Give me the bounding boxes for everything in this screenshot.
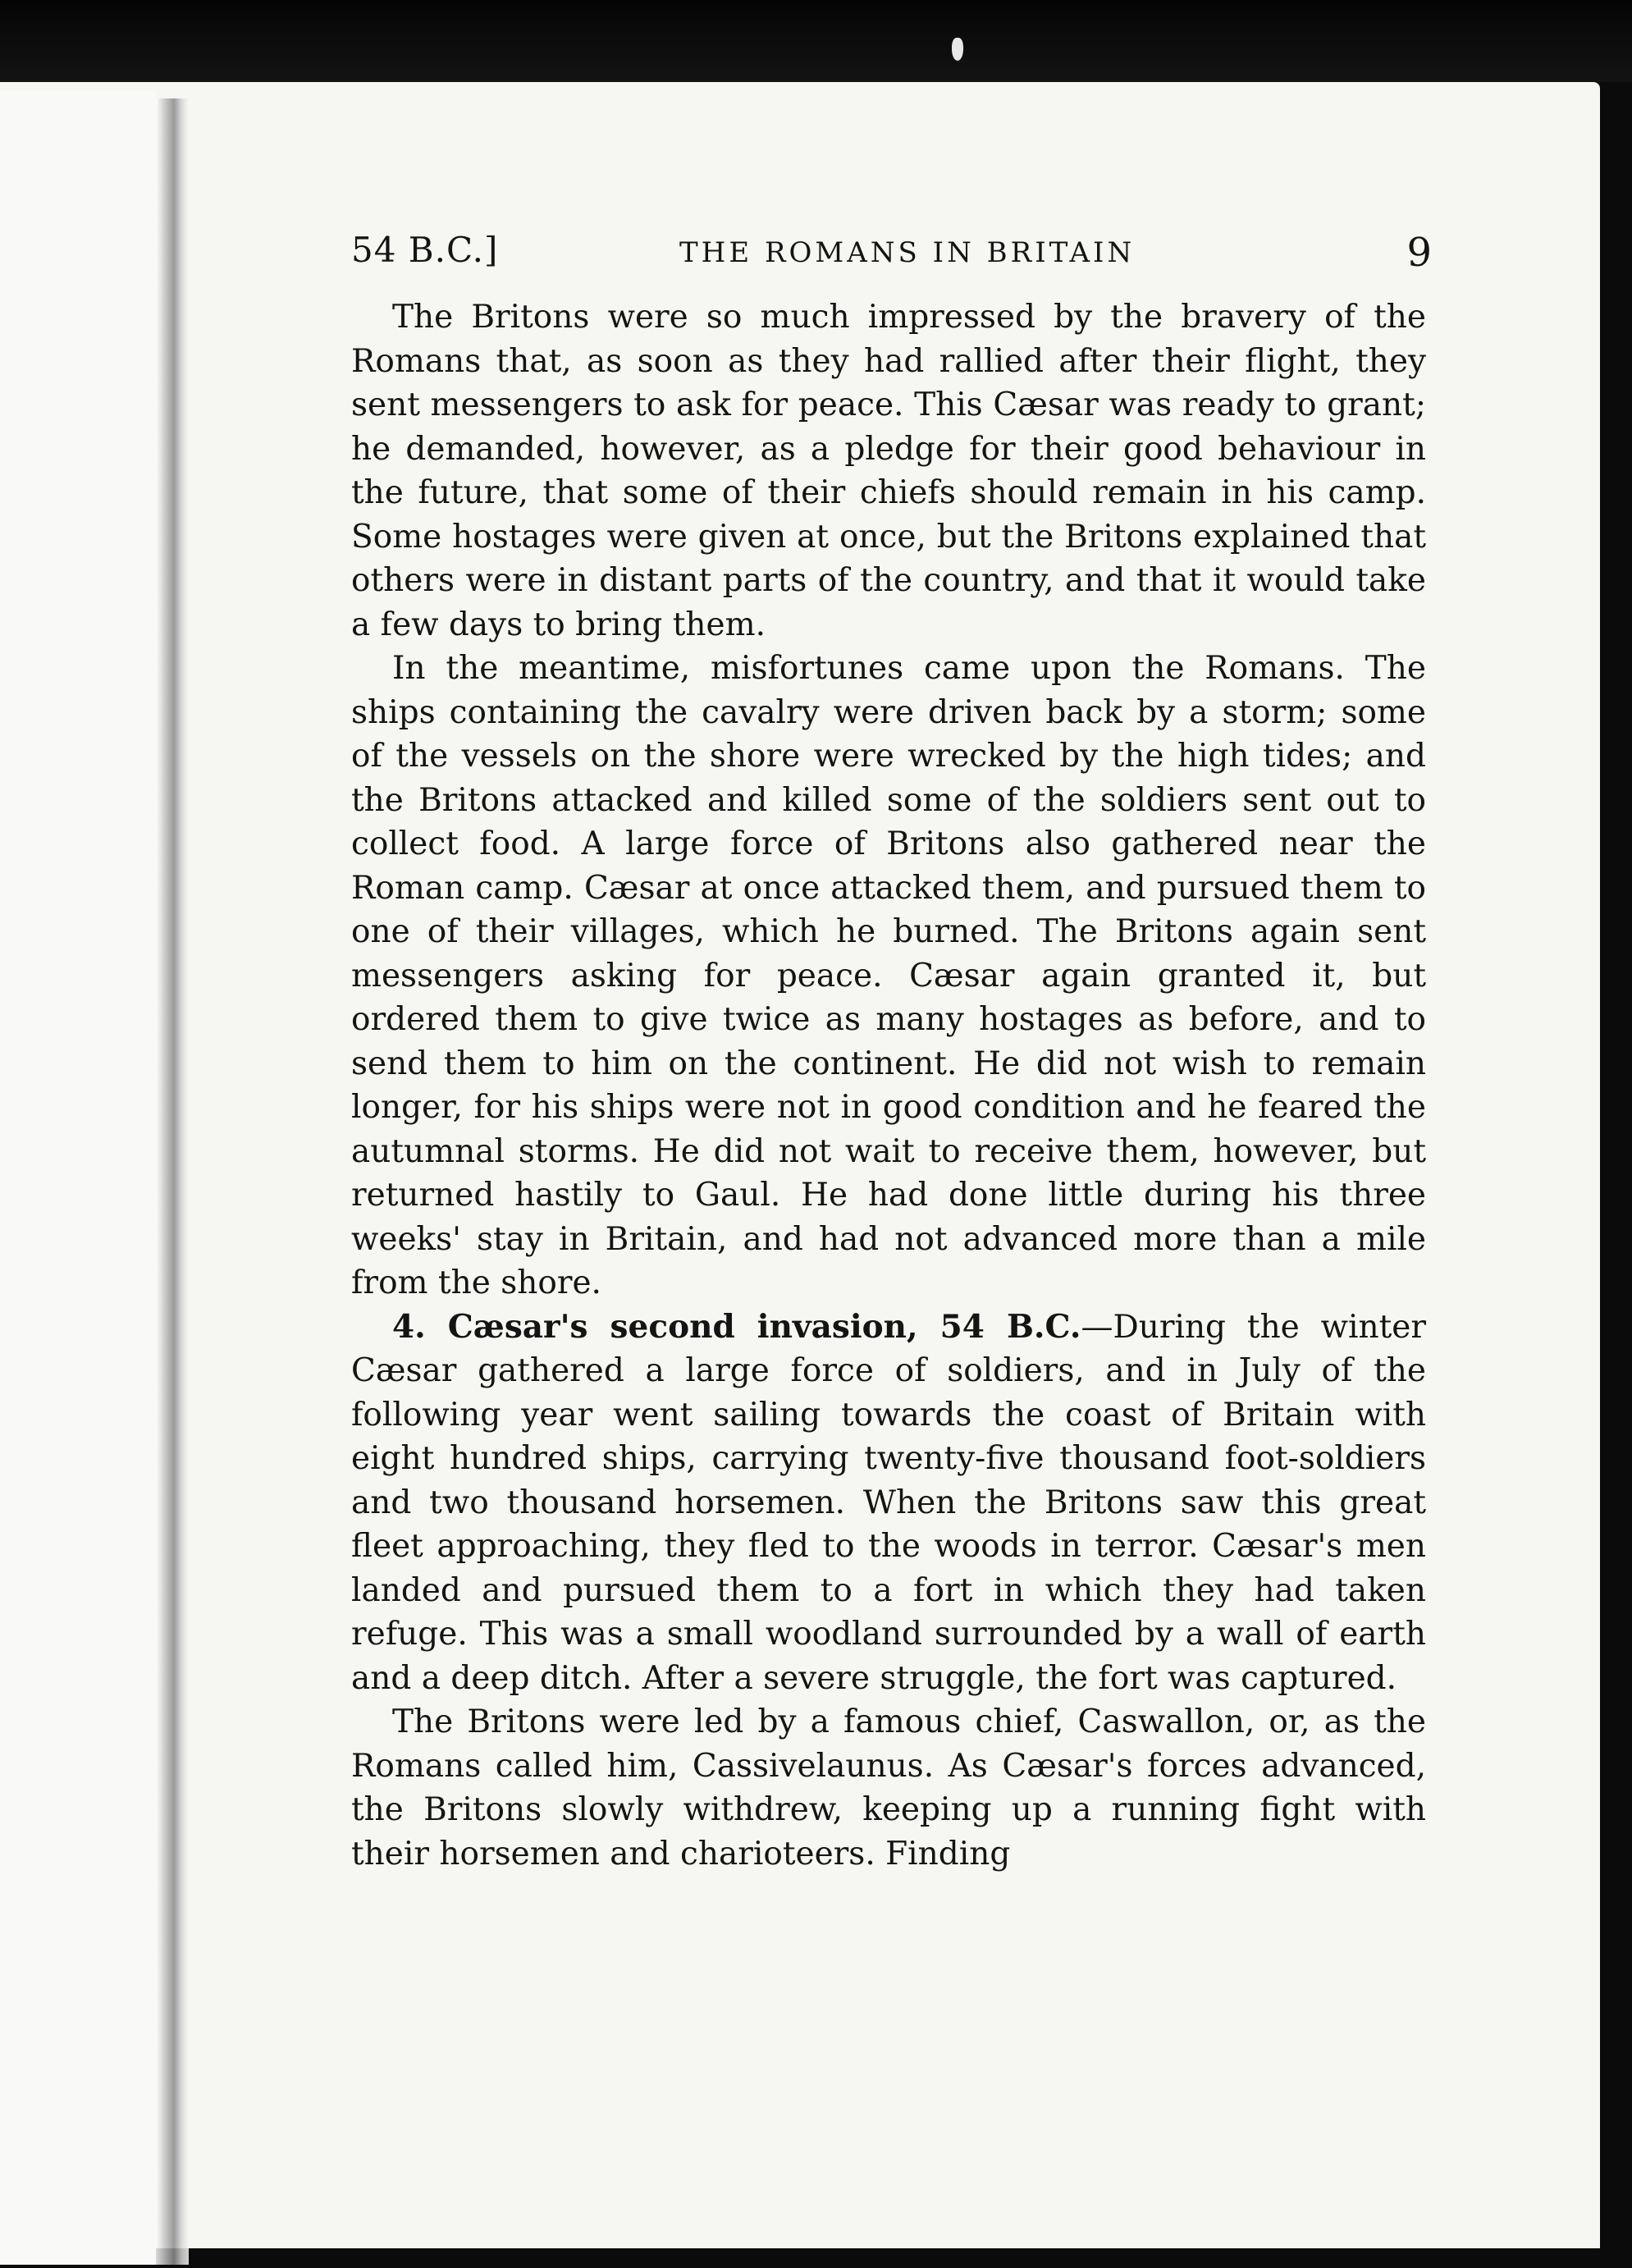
paragraph: The Britons were so much impressed by the bravery of the Romans that, as soon as they had rallied after their flight, they sent messengers to ask for peace. This Cæsar was ready to grant; he demanded, however, as a pledge for their good behaviour in the future, that some of their chiefs should remain in his camp. Some hostages were given at once, but the Britons explained that others were in distant parts of the country, and that it would take a few days to bring them. bbox=[351, 299, 1426, 643]
scan-mark bbox=[952, 38, 963, 61]
running-head-date: 54 B.C.] bbox=[351, 230, 499, 270]
page-margin bbox=[0, 90, 156, 2265]
section-text: —During the winter Cæsar gathered a large force of soldiers, and in July of the following year went sailing towards the coast of Britain with eight hundred ships, carrying twenty-five thousand foot-soldiers and two thousand horsemen. When the Britons saw this great fleet approaching, they fled to the woods in terror. Cæsar's men landed and pursued them to a fort in which they had taken refuge. This was a small woodland surrounded by a wall of earth and a deep ditch. After a severe struggle, the fort was captured. bbox=[351, 1308, 1427, 1697]
section-heading: 4. Cæsar's second invasion, 54 B.C. bbox=[392, 1307, 1081, 1346]
running-head bbox=[351, 230, 1433, 295]
paragraph: The Britons were led by a famous chief, Caswallon, or, as the Romans called him, Cassivelaunus. As Cæsar's forces advanced, the Britons slowly withdrew, keeping up a running fight with their horsemen and charioteers. Finding bbox=[351, 1703, 1426, 1872]
page-number: 9 bbox=[1406, 230, 1433, 276]
running-head-title: THE ROMANS IN BRITAIN bbox=[679, 236, 1136, 269]
section-paragraph bbox=[351, 1305, 1426, 1701]
page-text bbox=[351, 230, 1433, 1876]
book-gutter bbox=[156, 98, 189, 2265]
paragraph: In the meantime, misfortunes came upon the Romans. The ships containing the cavalry were driven back by a storm; some of the vessels on the shore were wrecked by the high tides; and the Britons attacked and killed some of the soldiers sent out to collect food. A large force of Britons also gathered near the Roman camp. Cæsar at once attacked them, and pursued them to one of their villages, which he burned. The Britons again sent messengers asking for peace. Cæsar again granted it, but ordered them to give twice as many hostages as before, and to send them to him on the continent. He did not wish to remain longer, for his ships were not in good condition and he feared the autumnal storms. He did not wait to receive them, however, but returned hastily to Gaul. He had done little during his three weeks' stay in Britain, and had not advanced more than a mile from the shore. bbox=[351, 650, 1426, 1301]
scan-edge bbox=[1600, 82, 1632, 2268]
